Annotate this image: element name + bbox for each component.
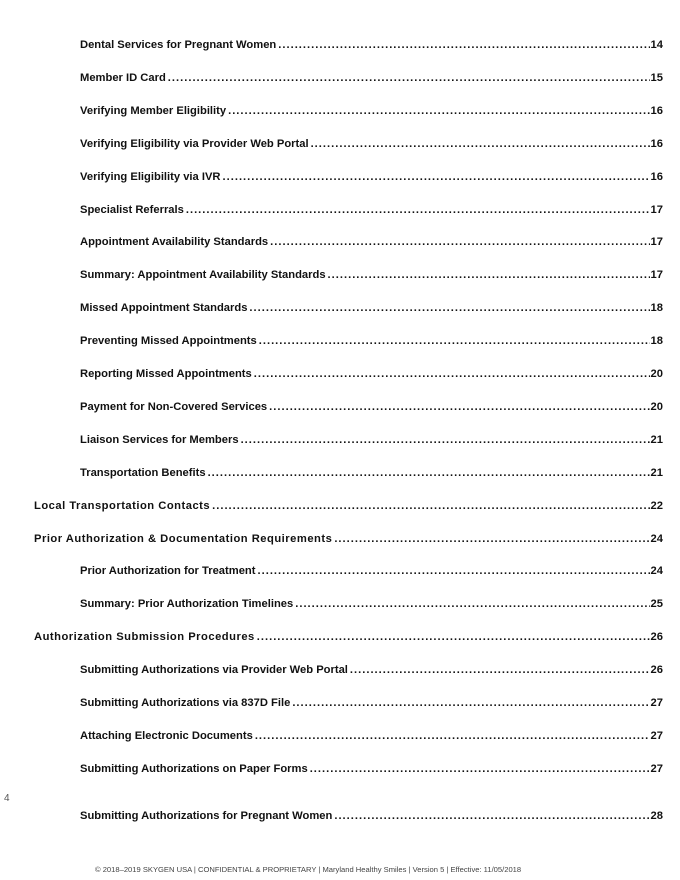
toc-entry-page: 27: [650, 729, 663, 742]
toc-entry-title: Liaison Services for Members: [80, 433, 239, 446]
toc-entry-title: Summary: Prior Authorization Timelines: [80, 598, 294, 611]
toc-entry[interactable]: [80, 565, 663, 581]
dot-leader: [292, 697, 649, 709]
toc-entry-title: Prior Authorization for Treatment: [80, 565, 256, 578]
toc-entry-title: Payment for Non-Covered Services: [80, 400, 268, 413]
toc-entry[interactable]: [80, 598, 663, 614]
dot-leader: [212, 500, 649, 512]
toc-entry-page: 20: [650, 400, 663, 413]
toc-entry-page: 21: [650, 466, 663, 479]
dot-leader: [186, 204, 650, 216]
dot-leader: [257, 631, 650, 643]
dot-leader: [223, 171, 650, 183]
toc-entry[interactable]: [80, 72, 663, 88]
toc-entry[interactable]: [34, 500, 663, 516]
toc-entry-page: 24: [650, 565, 663, 578]
toc-entry-title: Verifying Member Eligibility: [80, 104, 227, 117]
toc-entry[interactable]: [34, 533, 663, 549]
toc-entry-page: 17: [650, 269, 663, 282]
toc-entry-page: 14: [650, 39, 663, 51]
toc-entry-page: 28: [650, 810, 663, 822]
toc-entry[interactable]: [80, 697, 663, 713]
dot-leader: [270, 236, 649, 248]
dot-leader: [278, 39, 649, 51]
toc-entry-title: Verifying Eligibility via IVR: [80, 170, 221, 183]
toc-entry[interactable]: [80, 401, 663, 417]
dot-leader: [334, 533, 649, 545]
dot-leader: [295, 598, 649, 610]
toc-entry[interactable]: [34, 631, 663, 647]
toc-entry-page: 20: [650, 368, 663, 380]
toc-entry[interactable]: [80, 105, 663, 121]
dot-leader: [269, 401, 649, 413]
toc-entry-page: 26: [650, 631, 663, 644]
dot-leader: [328, 269, 650, 281]
toc-entry[interactable]: [80, 204, 663, 220]
toc-entry-title: Missed Appointment Standards: [80, 302, 248, 315]
dot-leader: [249, 302, 649, 314]
toc-entry-page: 25: [650, 598, 663, 611]
toc-entry-title: Dental Services for Pregnant Women: [80, 39, 277, 51]
toc-entry-title: Authorization Submission Procedures: [34, 631, 255, 644]
dot-leader: [241, 434, 650, 446]
toc-entry-title: Member ID Card: [80, 71, 166, 84]
toc-entry-title: Reporting Missed Appointments: [80, 368, 252, 380]
toc-entry-page: 16: [650, 170, 663, 183]
toc-entry-title: Transportation Benefits: [80, 466, 206, 479]
toc-entry-page: 27: [650, 697, 663, 709]
toc-entry-title: Prior Authorization & Documentation Requirements: [34, 532, 333, 545]
toc-entry-title: Appointment Availability Standards: [80, 236, 269, 249]
toc-entry[interactable]: [80, 368, 663, 384]
dot-leader: [258, 565, 650, 577]
toc-entry-page: 24: [650, 532, 663, 545]
toc-entry[interactable]: [80, 138, 663, 154]
toc-entry[interactable]: [80, 39, 663, 55]
dot-leader: [168, 72, 650, 84]
toc-entry-page: 16: [650, 137, 663, 150]
page-number: 4: [4, 793, 10, 804]
dot-leader: [255, 730, 650, 742]
dot-leader: [311, 138, 650, 150]
dot-leader: [254, 368, 650, 380]
toc-entry-page: 16: [650, 104, 663, 117]
toc-entry[interactable]: [80, 763, 663, 779]
toc-entry[interactable]: [80, 302, 663, 318]
toc-entry-page: 21: [650, 433, 663, 446]
dot-leader: [208, 467, 650, 479]
toc-entry[interactable]: [80, 730, 663, 746]
toc-entry-title: Specialist Referrals: [80, 203, 184, 216]
page-footer: © 2018–2019 SKYGEN USA | CONFIDENTIAL & PROPRIETARY | Maryland Healthy Smiles | Version 5 | Effective: 11/05/2018: [95, 865, 522, 874]
toc-entry-page: 18: [650, 302, 663, 315]
toc-entry[interactable]: [80, 467, 663, 483]
toc-entry-title: Local Transportation Contacts: [34, 499, 211, 512]
toc-entry[interactable]: [80, 664, 663, 680]
toc-entry-title: Submitting Authorizations via Provider Web Portal: [80, 664, 348, 677]
toc-entry-title: Preventing Missed Appointments: [80, 335, 257, 348]
toc-entry[interactable]: [80, 335, 663, 351]
dot-leader: [350, 664, 650, 676]
toc-entry[interactable]: [80, 171, 663, 187]
toc-entry-page: 18: [650, 335, 663, 348]
toc-entry-page: 15: [650, 71, 663, 84]
dot-leader: [334, 810, 649, 822]
toc-entry-title: Submitting Authorizations for Pregnant Women: [80, 810, 333, 822]
toc-entry[interactable]: [80, 236, 663, 252]
toc-entry[interactable]: [80, 269, 663, 285]
toc-entry-page: 17: [650, 203, 663, 216]
dot-leader: [228, 105, 649, 117]
toc-entry-page: 27: [650, 762, 663, 775]
toc-entry-title: Summary: Appointment Availability Standards: [80, 269, 326, 282]
dot-leader: [259, 335, 650, 347]
toc-entry-title: Submitting Authorizations on Paper Forms: [80, 762, 308, 775]
toc-entry-title: Submitting Authorizations via 837D File: [80, 697, 291, 709]
toc-entry-page: 17: [650, 236, 663, 249]
dot-leader: [310, 763, 650, 775]
toc-entry[interactable]: [80, 810, 663, 826]
toc-entry-title: Verifying Eligibility via Provider Web Portal: [80, 137, 309, 150]
toc-entry[interactable]: [80, 434, 663, 450]
toc-entry-page: 26: [650, 664, 663, 677]
toc-entry-title: Attaching Electronic Documents: [80, 729, 253, 742]
toc-entry-page: 22: [650, 499, 663, 512]
